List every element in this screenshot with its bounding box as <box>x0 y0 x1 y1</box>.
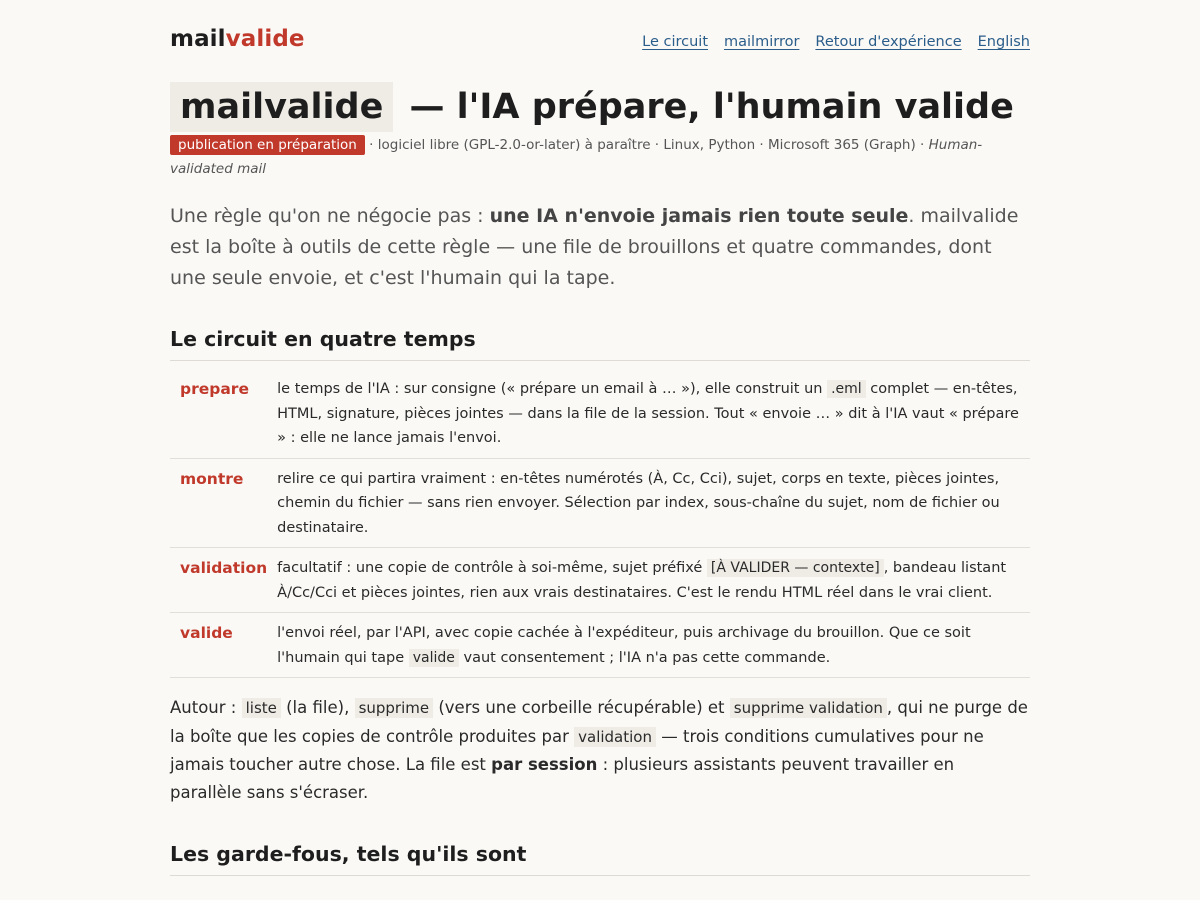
section-heading-garde-fous: Les garde-fous, tels qu'ils sont <box>170 842 1030 876</box>
paragraph-text: , qui ne purge de la boîte que les copies de contrôle produites par <box>170 698 1028 746</box>
table-row <box>170 369 1030 458</box>
step-command: valide <box>170 613 267 678</box>
inline-code: .eml <box>827 380 866 398</box>
inline-code: supprime validation <box>730 698 887 718</box>
site-header <box>170 0 1030 82</box>
table-row <box>170 548 1030 613</box>
step-description <box>267 369 1030 458</box>
site-logo[interactable] <box>170 26 305 52</box>
inline-code: validation <box>574 727 656 747</box>
inline-code: valide <box>409 649 459 667</box>
paragraph-text: (la file), <box>280 698 355 717</box>
lede-text-2: . mailvalide est la boîte à outils de cette règle — une file de brouillons et quatre commandes, dont une seule envoie, et c'est l'humain qui la tape. <box>170 205 1019 289</box>
paragraph-strong: par session <box>491 755 598 774</box>
nav-link-english[interactable]: English <box>977 34 1030 50</box>
brand-part1: mail <box>170 26 226 52</box>
title-rest: — l'IA prépare, l'humain valide <box>397 87 1014 127</box>
step-text: le temps de l'IA : sur consigne (« prépare un email à … »), elle construit un <box>277 381 828 397</box>
paragraph-text: — trois conditions cumulatives pour ne jamais toucher autre chose. La file est <box>170 726 984 774</box>
nav-link-circuit[interactable]: Le circuit <box>642 34 709 50</box>
step-description <box>267 458 1030 548</box>
title-chip: mailvalide <box>170 82 393 132</box>
step-text: facultatif : une copie de contrôle à soi-même, sujet préfixé <box>277 560 707 576</box>
step-command: validation <box>170 548 267 613</box>
main-nav <box>642 26 1030 50</box>
lede-strong: une IA n'envoie jamais rien toute seule <box>489 205 909 227</box>
nav-link-retour[interactable]: Retour d'expérience <box>815 34 962 50</box>
section-heading-circuit: Le circuit en quatre temps <box>170 327 1030 361</box>
step-text: vaut consentement ; l'IA n'a pas cette commande. <box>458 649 831 666</box>
lede-paragraph <box>170 201 1030 294</box>
table-row <box>170 613 1030 678</box>
status-badge: publication en préparation <box>170 135 365 155</box>
page-title <box>170 82 1030 132</box>
step-text: relire ce qui partira vraiment : en-têtes numérotés (À, Cc, Cci), sujet, corps en texte, pièces jointes, chemin du fichier — sans rien envoyer. Sélection par index, sous-chaîne du sujet, nom de fichier ou destinataire. <box>277 470 1000 536</box>
step-command: prepare <box>170 369 267 458</box>
inline-code: supprime <box>355 698 434 718</box>
lede-text-1: Une règle qu'on ne négocie pas : <box>170 205 490 227</box>
commands-paragraph <box>170 694 1030 806</box>
nav-link-mailmirror[interactable]: mailmirror <box>724 34 800 50</box>
paragraph-text: Autour : <box>170 698 242 717</box>
page <box>170 0 1030 876</box>
steps-table <box>170 369 1030 678</box>
meta-line <box>170 133 1030 181</box>
inline-code: [À VALIDER — contexte] <box>707 559 884 577</box>
step-description <box>267 613 1030 678</box>
paragraph-text: : plusieurs assistants peuvent travailler en parallèle sans s'écraser. <box>170 755 955 802</box>
brand-part2: valide <box>225 26 305 52</box>
table-row <box>170 458 1030 548</box>
step-description <box>267 548 1030 613</box>
step-text: l'envoi réel, par l'API, avec copie cachée à l'expéditeur, puis archivage du brouillon. Que ce soit l'humain qui tape <box>277 625 971 666</box>
paragraph-text: (vers une corbeille récupérable) et <box>433 698 730 717</box>
meta-text: · logiciel libre (GPL-2.0-or-later) à paraître · Linux, Python · Microsoft 365 (Graph) · <box>364 137 929 153</box>
step-text: , bandeau listant À/Cc/Cci et pièces jointes, rien aux vrais destinataires. C'est le rendu HTML réel dans le vrai client. <box>277 560 1007 601</box>
step-command: montre <box>170 458 267 548</box>
step-text: complet — en-têtes, HTML, signature, pièces jointes — dans la file de la session. Tout « envoie … » dit à l'IA vaut « prépare » : elle ne lance jamais l'envoi. <box>277 381 1019 446</box>
meta-italic: Human-validated mail <box>170 137 983 177</box>
inline-code: liste <box>242 698 281 718</box>
